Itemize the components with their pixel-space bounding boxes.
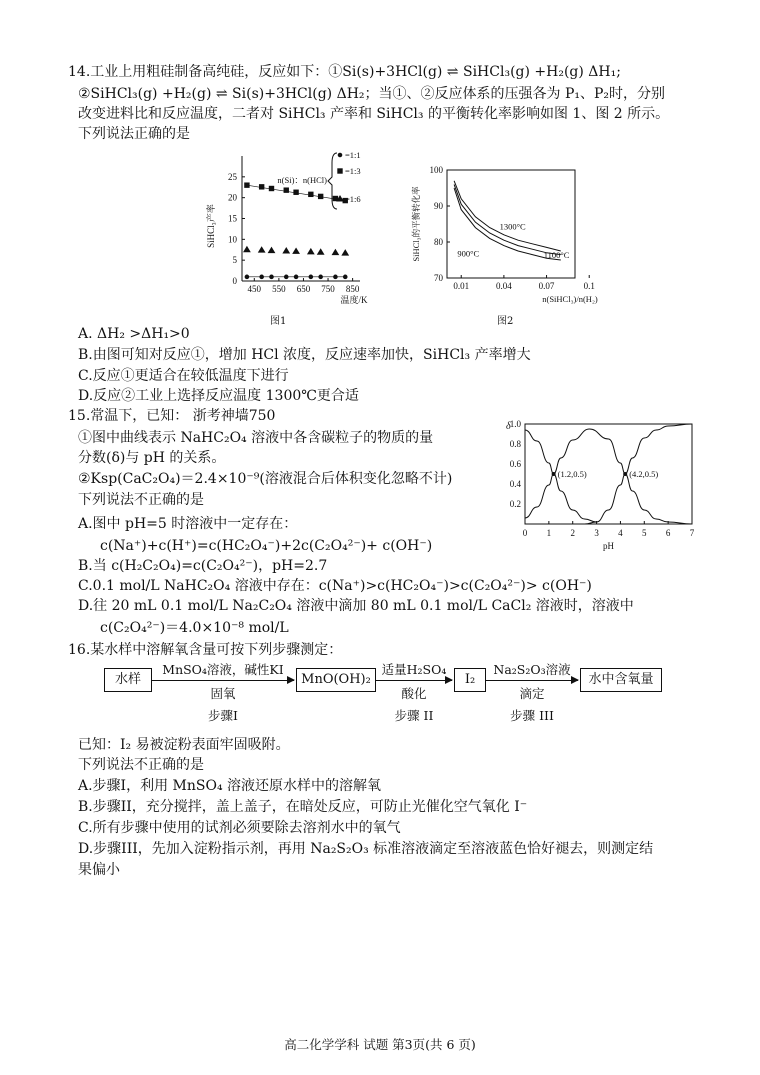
fig1-point-1:1 <box>309 275 313 279</box>
fig1-y-tick-label: 5 <box>232 255 237 266</box>
flow-arrow-3 <box>486 680 578 681</box>
q14-option-c: C.反应①更适合在较低温度下进行 <box>78 368 289 384</box>
fig1-x-tick-label: 650 <box>296 284 311 294</box>
fig3-chart <box>500 416 705 556</box>
fig3-x-label: pH <box>603 541 614 551</box>
fig1-point-1:3 <box>259 185 263 189</box>
q14-option-a: A. ΔH₂ >ΔH₁>0 <box>78 326 190 342</box>
fig1-point-1:1 <box>343 275 347 279</box>
flow-step-3: 步骤 III <box>510 708 554 723</box>
flow-arrow-2-top: 适量H₂SO₄ <box>381 662 447 677</box>
fig1-point-1:3 <box>245 183 249 187</box>
fig2-series-line <box>454 184 561 254</box>
fig3-annotation: (1.2,0.5) <box>557 469 587 479</box>
fig2-y-tick-label: 90 <box>434 201 443 211</box>
flow-arrow-2 <box>376 680 452 681</box>
fig3-x-tick-label: 3 <box>594 528 599 538</box>
fig1-point-1:3 <box>318 194 322 198</box>
fig3-y-tick-label: 1.0 <box>509 419 521 429</box>
q16-option-a: A.步骤I，利用 MnSO₄ 溶液还原水样中的溶解氧 <box>78 778 382 794</box>
fig3-x-tick-label: 5 <box>642 528 647 538</box>
q14-option-b: B.由图可知对反应①，增加 HCl 浓度，反应速率加快，SiHCl₃ 产率增大 <box>78 347 531 363</box>
flow-arrow-1 <box>152 680 294 681</box>
fig1-x-tick-label: 850 <box>345 284 360 294</box>
fig3-y-tick-label: 0.6 <box>509 459 521 469</box>
fig1-point-1:6 <box>283 248 289 253</box>
q15-option-d-cont: c(C₂O₄²⁻)＝4.0×10⁻⁸ mol/L <box>100 620 289 636</box>
fig1-point-1:6 <box>342 250 348 255</box>
fig1-y-tick-label: 20 <box>228 192 237 203</box>
q16-option-b: B.步骤II，充分搅拌，盖上盖子，在暗处反应，可防止光催化空气氧化 I⁻ <box>78 799 528 815</box>
fig1-y-tick-label: 15 <box>228 213 237 224</box>
fig1-point-1:3 <box>269 186 273 190</box>
q15-option-a-eq: c(Na⁺)+c(H⁺)=c(HC₂O₄⁻)+2c(C₂O₄²⁻)+ c(OH⁻) <box>100 538 433 554</box>
fig3-point <box>552 473 555 476</box>
fig1-legend-marker <box>338 153 342 157</box>
fig1-point-1:6 <box>244 247 250 252</box>
fig3-y-label: δ <box>506 421 511 432</box>
fig3-x-tick-label: 1 <box>546 528 552 538</box>
fig1-y-tick-label: 25 <box>228 171 237 182</box>
q14-line-2: ②SiHCl₃(g) +H₂(g) ⇌ Si(s)+3HCl(g) ΔH₂；当①、②反应体系的压强各为 P₁、P₂时，分别 <box>78 86 666 102</box>
q15-line-1: 15.常温下，已知： 浙考神墙750 <box>68 408 276 424</box>
fig2-x-label: n(SiHCl₃)/n(H₂) <box>542 294 598 304</box>
fig2-y-tick-label: 100 <box>429 165 443 175</box>
fig2-series-label: 900°C <box>457 248 480 259</box>
q15-line-2: ①图中曲线表示 NaHC₂O₄ 溶液中各含碳粒子的物质的量 <box>78 430 434 446</box>
flow-arrow-3-bottom: 滴定 <box>519 686 545 701</box>
fig3-y-tick-label: 0.2 <box>509 499 521 509</box>
fig1-point-1:1 <box>260 275 264 279</box>
fig2-x-tick-label: 0.01 <box>453 281 470 291</box>
flow-step-1: 步骤I <box>208 708 238 723</box>
q15-option-a: A.图中 pH=5 时溶液中一定存在： <box>78 516 298 532</box>
fig1-point-1:6 <box>332 250 338 255</box>
q15-line-5: 下列说法不正确的是 <box>78 492 204 508</box>
fig3-x-tick-label: 0 <box>522 528 528 538</box>
fig1-point-1:1 <box>334 275 338 279</box>
fig2-y-tick-label: 80 <box>434 237 443 247</box>
fig2-chart <box>405 160 598 310</box>
fig1-point-1:1 <box>245 275 249 279</box>
flow-arrow-1-top: MnSO₄溶液，碱性KI <box>162 662 284 677</box>
fig1-legend-title: n(Si)：n(HCl) <box>277 175 327 185</box>
flow-arrow-3-top: Na₂S₂O₃溶液 <box>493 662 571 677</box>
q15-option-d: D.往 20 mL 0.1 mol/L Na₂C₂O₄ 溶液中滴加 80 mL 0.1 mol/L CaCl₂ 溶液时，溶液中 <box>78 598 634 614</box>
q16-option-c: C.所有步骤中使用的试剂必须要除去溶剂水中的氧气 <box>78 820 401 836</box>
fig3-x-tick-label: 4 <box>618 528 623 538</box>
fig1-point-1:3 <box>333 196 337 200</box>
fig1-x-tick-label: 550 <box>272 284 286 294</box>
page-footer: 高二化学学科 试题 第3页(共 6 页) <box>284 1037 476 1052</box>
fig1-legend-label: =1:1 <box>345 150 361 160</box>
fig1-legend-label: =1:3 <box>345 166 361 176</box>
fig1-chart <box>200 146 380 316</box>
fig2-y-label: SiHCl₃的平衡转化率 <box>411 186 421 262</box>
fig3-annotation: (4.2,0.5) <box>629 469 659 479</box>
q16-known: 已知：I₂ 易被淀粉表面牢固吸附。 <box>78 737 290 753</box>
q14-line-4: 下列说法正确的是 <box>78 126 190 142</box>
fig1-legend-marker <box>338 169 342 173</box>
fig1-y-label: SiHCl₃产率 <box>206 204 216 248</box>
q16-question: 下列说法不正确的是 <box>78 757 204 773</box>
fig1-x-tick-label: 750 <box>321 284 335 294</box>
fig1-legend-label: =1:6 <box>345 194 361 204</box>
q15-line-3: 分数(δ)与 pH 的关系。 <box>78 450 226 466</box>
fig3-x-tick-label: 6 <box>665 528 671 538</box>
flow-box-oxygen: 水中含氧量 <box>580 668 662 692</box>
flow-box-sample: 水样 <box>104 668 152 692</box>
fig2-y-tick-label: 70 <box>434 273 443 283</box>
flow-arrow-1-bottom: 固氧 <box>210 686 236 701</box>
q15-option-b: B.当 c(H₂C₂O₄)=c(C₂O₄²⁻)，pH=2.7 <box>78 558 328 574</box>
flow-arrow-2-bottom: 酸化 <box>401 686 427 701</box>
fig3-y-tick-label: 0.4 <box>509 479 521 489</box>
fig1-point-1:3 <box>309 192 313 196</box>
q15-line-4: ②Ksp(CaC₂O₄)＝2.4×10⁻⁹(溶液混合后体积变化忽略不计) <box>78 471 453 487</box>
q16-option-d-cont: 果偏小 <box>78 862 120 878</box>
fig1-point-1:3 <box>284 188 288 192</box>
fig1-y-tick-label: 10 <box>228 234 237 245</box>
fig1-point-1:1 <box>319 275 323 279</box>
flow-box-mnooh2: MnO(OH)₂ <box>296 668 376 692</box>
fig3-y-tick-label: 0.8 <box>509 439 521 449</box>
fig1-point-1:1 <box>284 275 288 279</box>
fig3-point <box>624 473 627 476</box>
fig1-point-1:6 <box>318 249 324 254</box>
fig1-point-1:6 <box>293 248 299 253</box>
q14-line-1: 14.工业上用粗硅制备高纯硅，反应如下：①Si(s)+3HCl(g) ⇌ SiHCl₃(g) +H₂(g) ΔH₁; <box>68 64 621 80</box>
fig1-point-1:6 <box>259 247 265 252</box>
fig1-x-tick-label: 450 <box>247 284 262 294</box>
fig1-point-1:1 <box>294 275 298 279</box>
fig1-point-1:6 <box>269 248 275 253</box>
fig1-point-1:6 <box>308 249 314 254</box>
fig2-series-label: 1100°C <box>543 250 570 261</box>
fig1-y-tick-label: 0 <box>232 276 237 286</box>
fig1-caption: 图1 <box>270 316 287 327</box>
q14-line-3: 改变进料比和反应温度，二者对 SiHCl₃ 产率和 SiHCl₃ 的平衡转化率影响如图 1、图 2 所示。 <box>78 106 670 122</box>
fig1-point-1:1 <box>270 275 274 279</box>
fig1-x-label: 温度/K <box>340 295 368 305</box>
q16-intro: 16.某水样中溶解氧含量可按下列步骤测定： <box>68 642 343 658</box>
q16-option-d: D.步骤III，先加入淀粉指示剂，再用 Na₂S₂O₃ 标准溶液滴定至溶液蓝色恰好褪去，则测定结 <box>78 841 654 857</box>
fig2-x-tick-label: 0.04 <box>496 281 512 291</box>
fig1-point-1:3 <box>294 190 298 194</box>
fig3-x-tick-label: 7 <box>689 528 695 538</box>
q15-option-c: C.0.1 mol/L NaHC₂O₄ 溶液中存在：c(Na⁺)>c(HC₂O₄⁻)>c(C₂O₄²⁻)> c(OH⁻) <box>78 578 592 594</box>
q14-option-d: D.反应②工业上选择反应温度 1300℃更合适 <box>78 388 359 404</box>
fig2-x-tick-label: 0.1 <box>583 281 595 291</box>
fig2-x-tick-label: 0.07 <box>538 281 555 291</box>
flow-step-2: 步骤 II <box>394 708 434 723</box>
flow-box-i2: I₂ <box>454 668 486 692</box>
fig2-caption: 图2 <box>497 316 514 327</box>
fig3-x-tick-label: 2 <box>570 528 575 538</box>
fig2-series-label: 1300°C <box>499 221 526 232</box>
